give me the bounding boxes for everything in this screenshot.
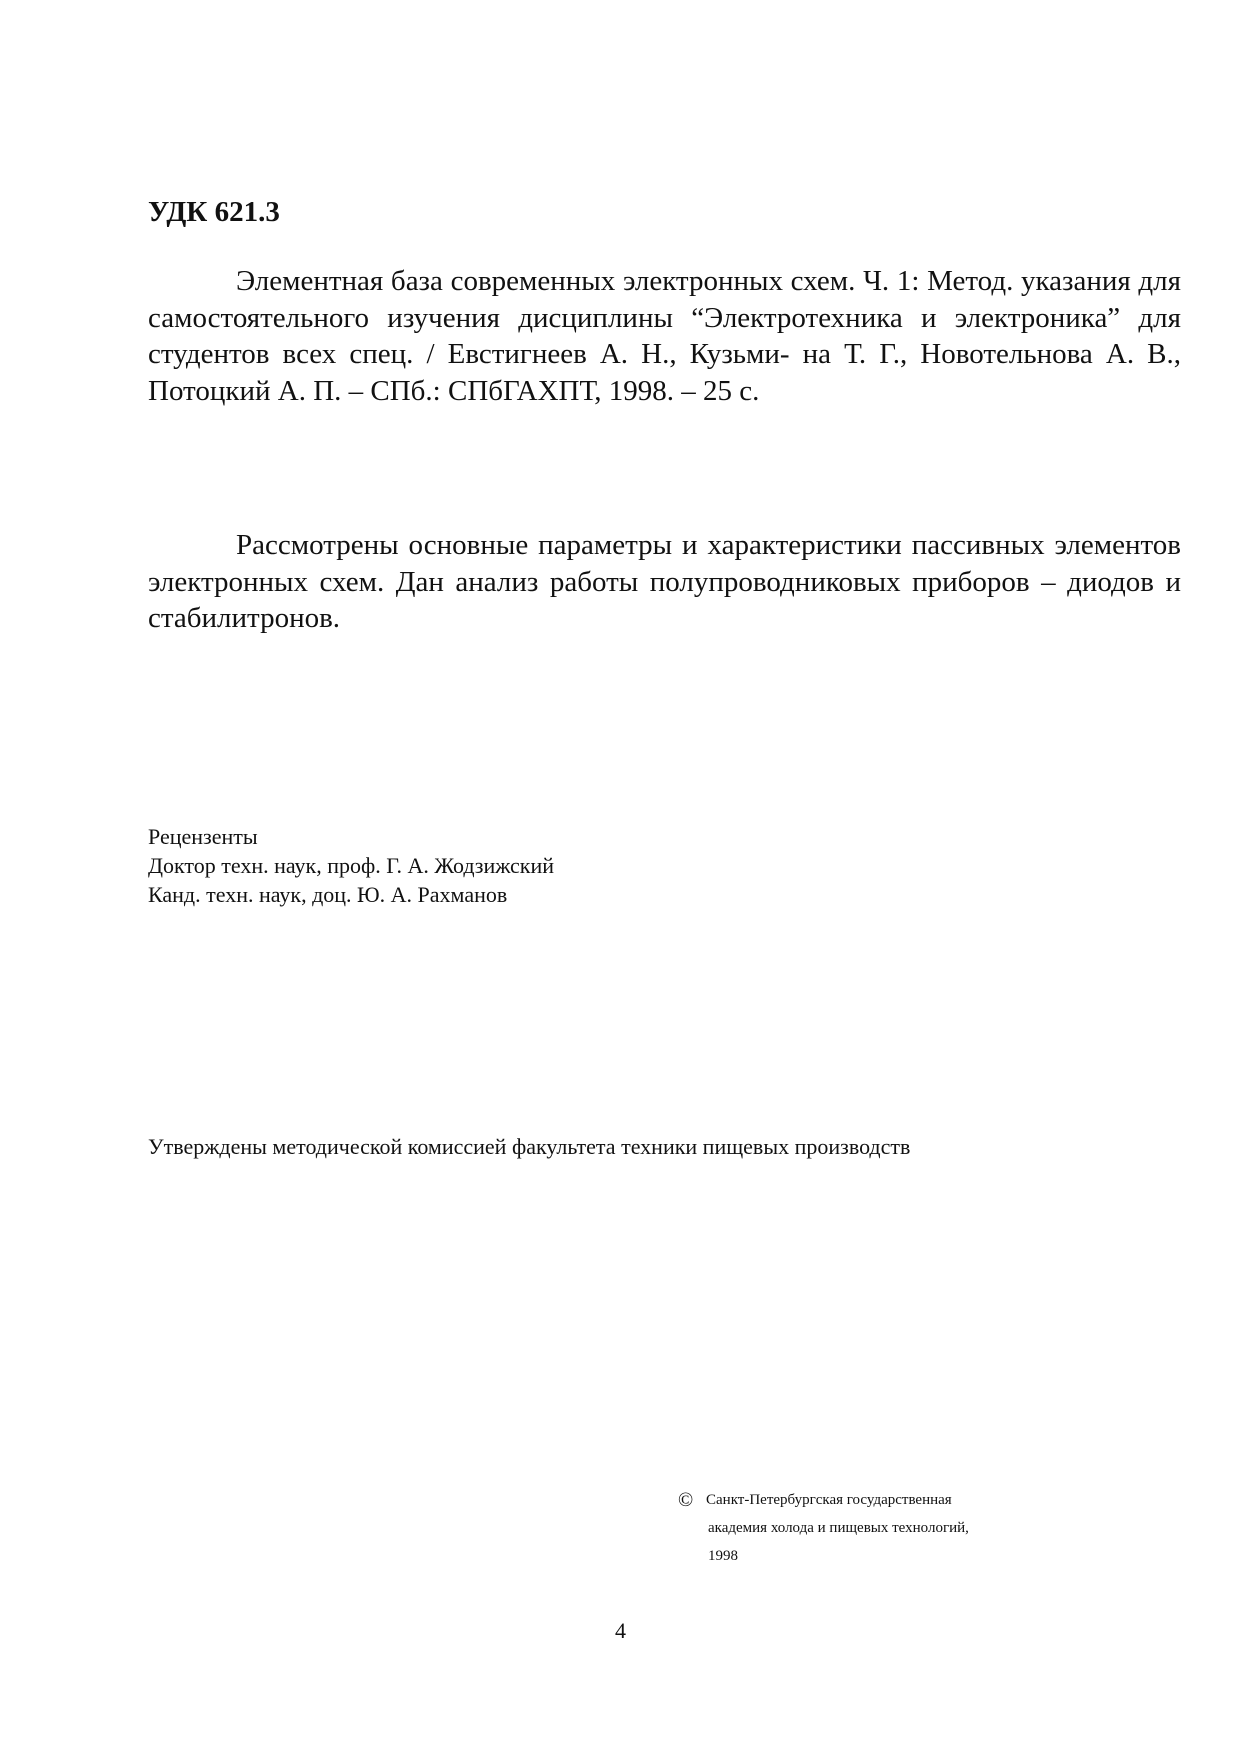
page-number: 4 [615,1618,626,1643]
udk-code: УДК 621.3 [148,196,280,228]
reviewer-item: Канд. техн. наук, доц. Ю. А. Рахманов [148,882,508,907]
copyright-year: 1998 [708,1548,738,1564]
reviewer-item: Доктор техн. наук, проф. Г. А. Жодзижский [148,853,555,878]
copyright-notice [678,1486,969,1570]
abstract-paragraph: Рассмотрены основные параметры и характеристики пассивных элементов электронных схем. Дан анализ работы полупроводниковых приборов – диодов и стабилитронов. [148,529,1181,635]
bibliographic-description: Элементная база современных электронных схем. Ч. 1: Метод. указания для самостоятельного изучения дисциплины “Электротехника и электроника” для студентов всех спец. / Евстигнеев А. Н., Кузьми- на Т. Г., Новотельнова А. В., Потоцкий А. П. – СПб.: СПбГАХПТ, 1998. – 25 с. [148,265,1181,407]
copyright-icon: © [678,1489,694,1511]
copyright-line: Санкт-Петербургская государственная [706,1492,952,1508]
copyright-line: академия холода и пищевых технологий, [708,1520,969,1536]
reviewers-block [148,822,554,909]
approval-statement: Утверждены методической комиссией факультета техники пищевых производств [148,1134,911,1159]
reviewers-heading: Рецензенты [148,824,258,849]
